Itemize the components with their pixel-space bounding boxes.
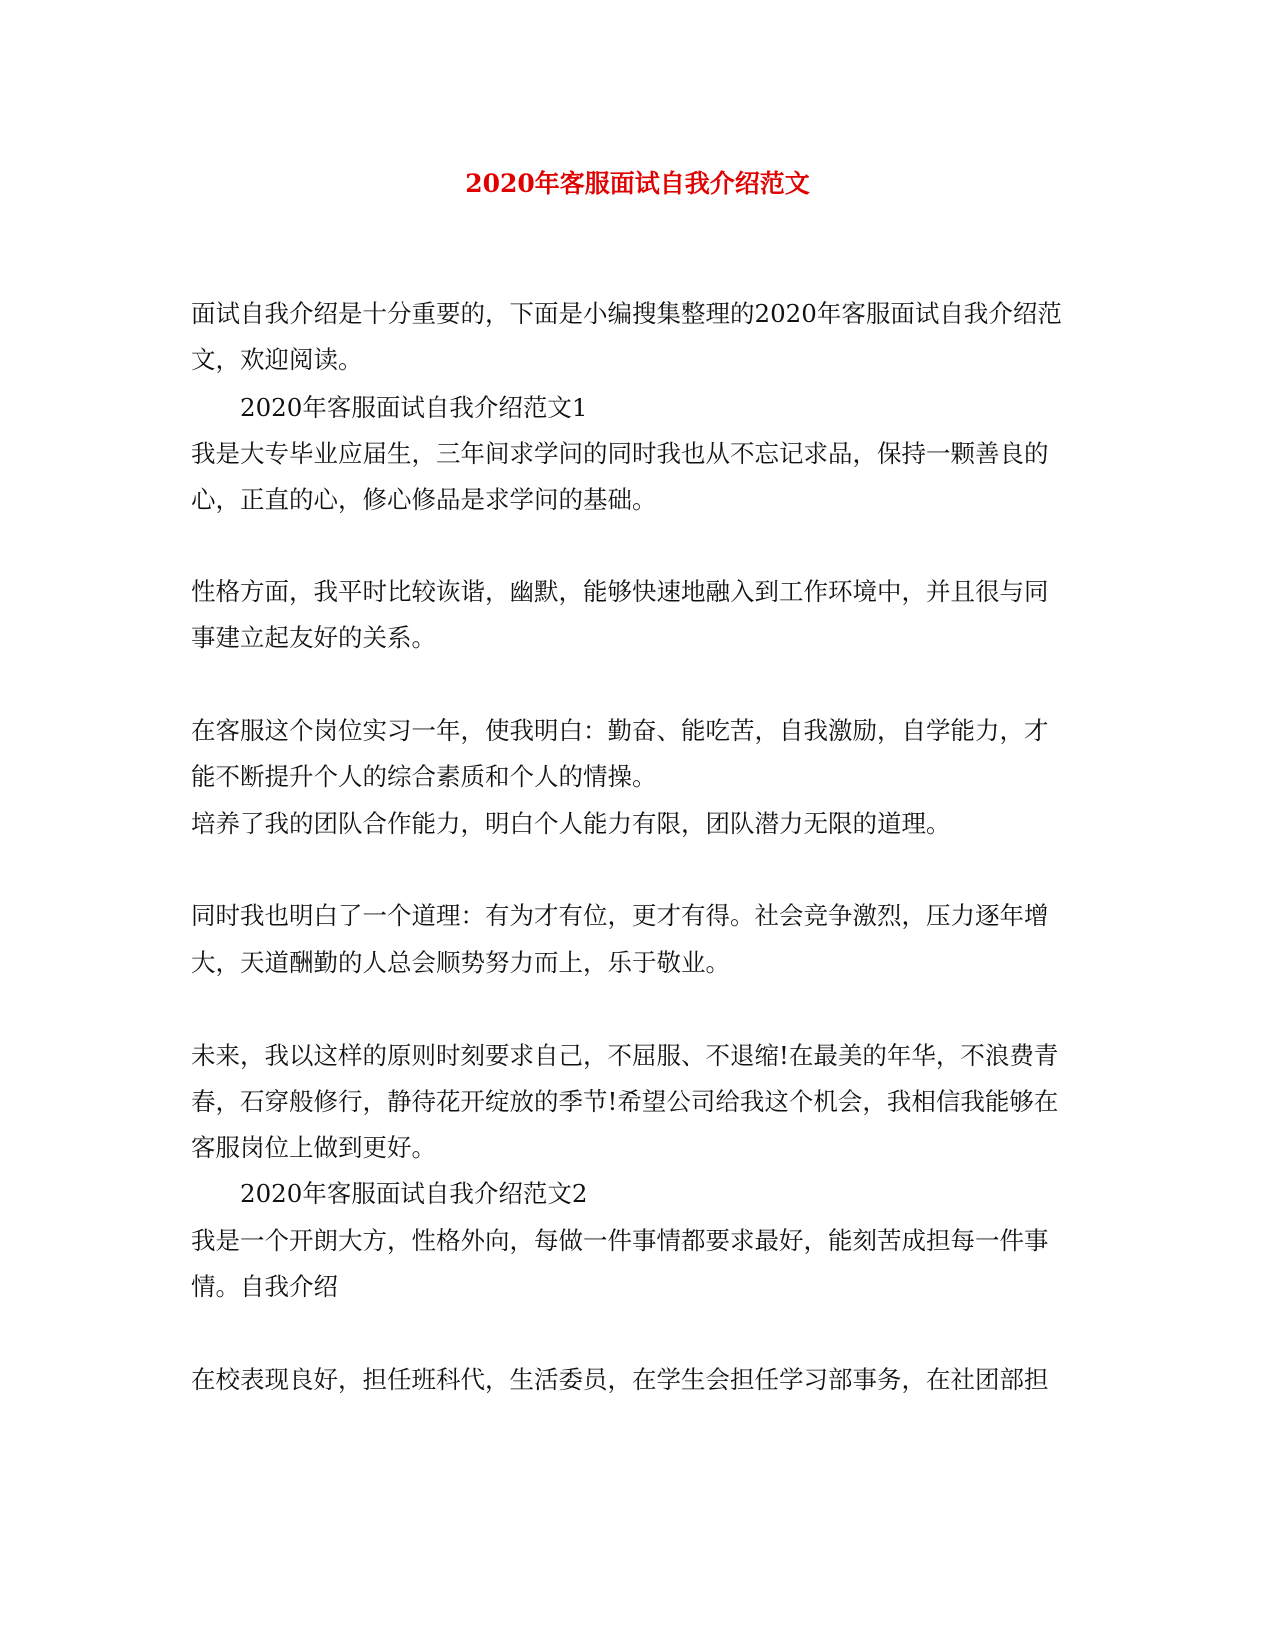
paragraph-line: 文，欢迎阅读。 [191, 345, 363, 374]
document-title: 2020年客服面试自我介绍范文 [465, 169, 810, 198]
paragraph-line: 客服岗位上做到更好。 [191, 1133, 436, 1162]
paragraph-line: 事建立起友好的关系。 [191, 623, 436, 652]
paragraph-line: 在客服这个岗位实习一年，使我明白：勤奋、能吃苦，自我激励，自学能力，才 [191, 716, 1049, 745]
paragraph-line: 培养了我的团队合作能力，明白个人能力有限，团队潜力无限的道理。 [191, 809, 951, 838]
paragraph-line: 我是大专毕业应届生，三年间求学问的同时我也从不忘记求品，保持一颗善良的 [191, 439, 1049, 468]
section-heading: 2020年客服面试自我介绍范文2 [240, 1179, 588, 1208]
paragraph-line: 未来，我以这样的原则时刻要求自己，不屈服、不退缩!在最美的年华，不浪费青 [191, 1041, 1059, 1070]
paragraph-line: 同时我也明白了一个道理：有为才有位，更才有得。社会竞争激烈，压力逐年增 [191, 901, 1049, 930]
paragraph-line: 性格方面，我平时比较诙谐，幽默，能够快速地融入到工作环境中，并且很与同 [191, 577, 1049, 606]
paragraph-line: 情。自我介绍 [191, 1272, 338, 1301]
paragraph-line: 能不断提升个人的综合素质和个人的情操。 [191, 762, 657, 791]
paragraph-line: 我是一个开朗大方，性格外向，每做一件事情都要求最好，能刻苦成担每一件事 [191, 1226, 1049, 1255]
paragraph-line: 大，天道酬勤的人总会顺势努力而上，乐于敬业。 [191, 948, 730, 977]
paragraph-line: 在校表现良好，担任班科代，生活委员，在学生会担任学习部事务，在社团部担 [191, 1365, 1049, 1394]
paragraph-line: 春，石穿般修行，静待花开绽放的季节!希望公司给我这个机会，我相信我能够在 [191, 1087, 1059, 1116]
paragraph-line: 心，正直的心，修心修品是求学问的基础。 [191, 485, 657, 514]
section-heading: 2020年客服面试自我介绍范文1 [240, 393, 588, 422]
paragraph-line: 面试自我介绍是十分重要的，下面是小编搜集整理的2020年客服面试自我介绍范 [191, 299, 1062, 328]
